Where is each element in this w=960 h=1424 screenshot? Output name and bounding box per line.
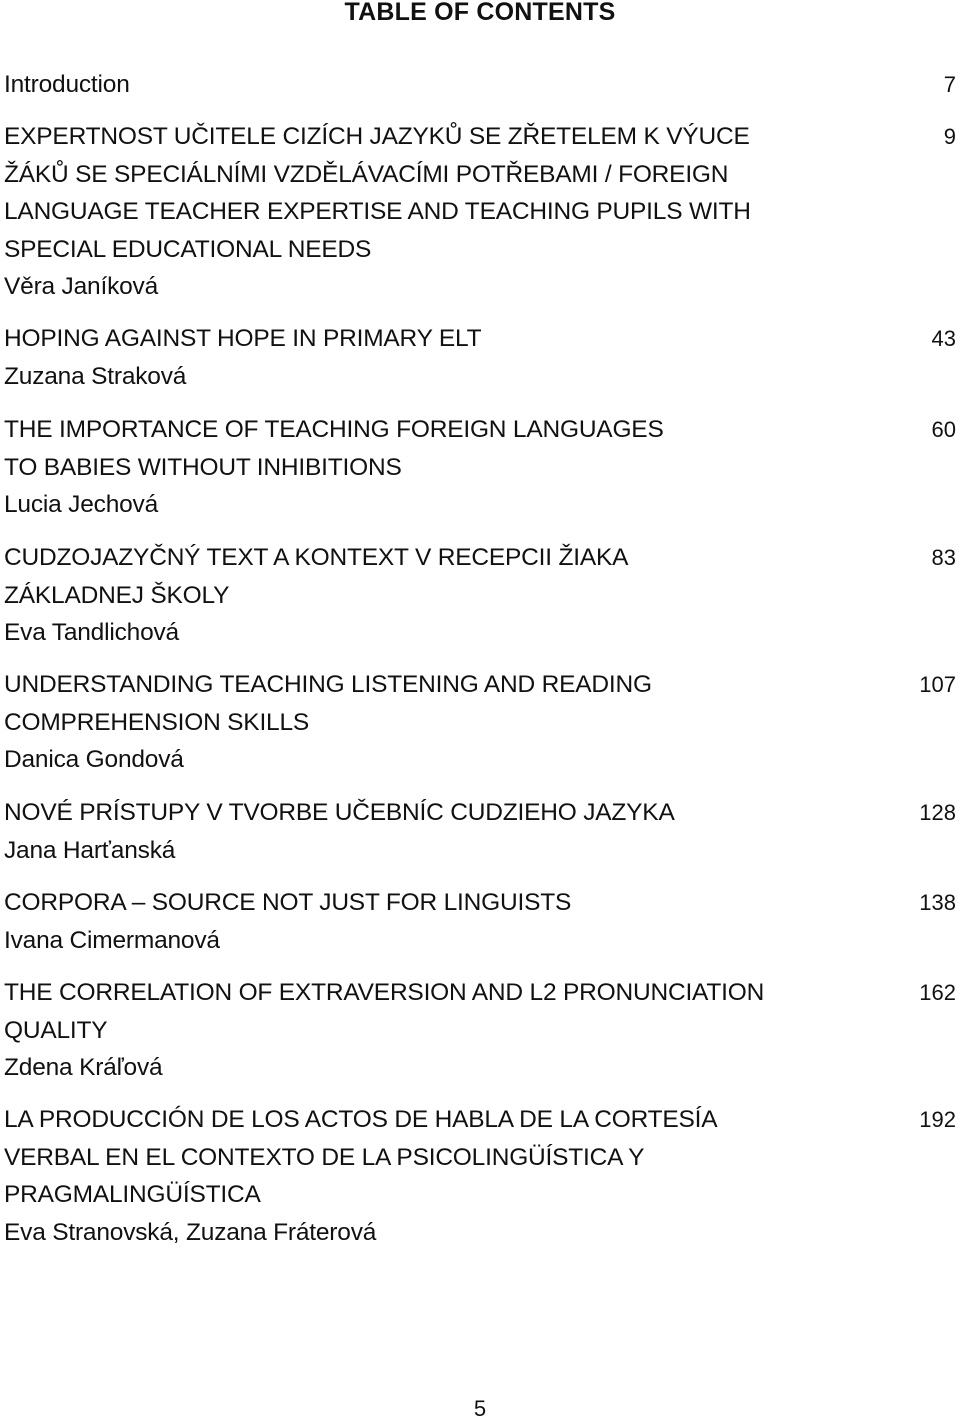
entry-line: CUDZOJAZYČNÝ TEXT A KONTEXT V RECEPCII ŽIAKA xyxy=(4,544,629,571)
entry-line: VERBAL EN EL CONTEXTO DE LA PSICOLINGÜÍSTICA Y xyxy=(4,1143,645,1171)
page-number: 162 xyxy=(919,980,956,1005)
entry-text xyxy=(4,974,854,1087)
entry-line: SPECIAL EDUCATIONAL NEEDS xyxy=(4,235,372,263)
author-line: Eva Tandlichová xyxy=(4,619,179,646)
entry-line: LA PRODUCCIÓN DE LOS ACTOS DE HABLA DE LA CORTESÍA xyxy=(4,1106,718,1133)
entry-line: THE CORRELATION OF EXTRAVERSION AND L2 PRONUNCIATION xyxy=(4,979,765,1006)
toc-entry[interactable] xyxy=(4,320,956,395)
toc-entry[interactable] xyxy=(4,974,956,1087)
toc-entry[interactable] xyxy=(4,666,956,779)
page-number: 128 xyxy=(919,800,956,825)
entry-text xyxy=(4,118,854,306)
entry-line: Introduction xyxy=(4,71,130,98)
entry-line: ZÁKLADNEJ ŠKOLY xyxy=(4,581,230,609)
entry-text xyxy=(4,884,854,959)
author-line: Eva Stranovská, Zuzana Fráterová xyxy=(4,1218,377,1246)
entry-text xyxy=(4,411,854,524)
entry-line: TO BABIES WITHOUT INHIBITIONS xyxy=(4,453,402,481)
toc-entry[interactable] xyxy=(4,411,956,524)
entry-text xyxy=(4,794,854,869)
page-number: 107 xyxy=(919,672,956,697)
page-number: 192 xyxy=(919,1107,956,1132)
entry-line: NOVÉ PRÍSTUPY V TVORBE UČEBNÍC CUDZIEHO JAZYKA xyxy=(4,799,675,826)
toc-entry[interactable] xyxy=(4,118,956,306)
entry-line: PRAGMALINGÜÍSTICA xyxy=(4,1181,261,1208)
entry-line: LANGUAGE TEACHER EXPERTISE AND TEACHING PUPILS WITH xyxy=(4,198,751,225)
entry-text xyxy=(4,666,854,779)
author-line: Zdena Kráľová xyxy=(4,1054,163,1081)
author-line: Lucia Jechová xyxy=(4,491,159,518)
entry-text xyxy=(4,1101,854,1251)
entry-text xyxy=(4,539,854,652)
toc-entry[interactable] xyxy=(4,884,956,959)
toc-entry[interactable] xyxy=(4,1101,956,1251)
entry-line: EXPERTNOST UČITELE CIZÍCH JAZYKŮ SE ZŘETELEM K VÝUCE xyxy=(4,123,750,150)
entry-line: UNDERSTANDING TEACHING LISTENING AND READING xyxy=(4,671,652,698)
entry-text xyxy=(4,66,854,104)
page-number: 7 xyxy=(943,72,956,97)
entry-line: QUALITY xyxy=(4,1016,108,1044)
footer-page-number: 5 xyxy=(473,1396,487,1421)
author-line: Věra Janíková xyxy=(4,273,159,300)
author-line: Ivana Cimermanová xyxy=(4,926,220,954)
entry-line: ŽÁKŮ SE SPECIÁLNÍMI VZDĚLÁVACÍMI POTŘEBAMI / FOREIGN xyxy=(4,160,729,188)
author-line: Zuzana Straková xyxy=(4,362,187,390)
toc-entry[interactable] xyxy=(4,66,956,104)
page-number: 138 xyxy=(919,890,956,915)
page-number: 9 xyxy=(943,124,956,149)
author-line: Jana Harťanská xyxy=(4,836,176,864)
page-number: 83 xyxy=(931,545,956,570)
entry-line: CORPORA – SOURCE NOT JUST FOR LINGUISTS xyxy=(4,889,572,916)
entry-line: COMPREHENSION SKILLS xyxy=(4,708,310,736)
entry-line: HOPING AGAINST HOPE IN PRIMARY ELT xyxy=(4,325,482,352)
page-title: TABLE OF CONTENTS xyxy=(344,0,616,26)
entry-line: THE IMPORTANCE OF TEACHING FOREIGN LANGUAGES xyxy=(4,416,664,443)
page-number: 43 xyxy=(931,326,956,351)
author-line: Danica Gondová xyxy=(4,746,184,773)
entry-text xyxy=(4,320,854,395)
toc-entry[interactable] xyxy=(4,539,956,652)
toc-entry[interactable] xyxy=(4,794,956,869)
page-number: 60 xyxy=(931,417,956,442)
